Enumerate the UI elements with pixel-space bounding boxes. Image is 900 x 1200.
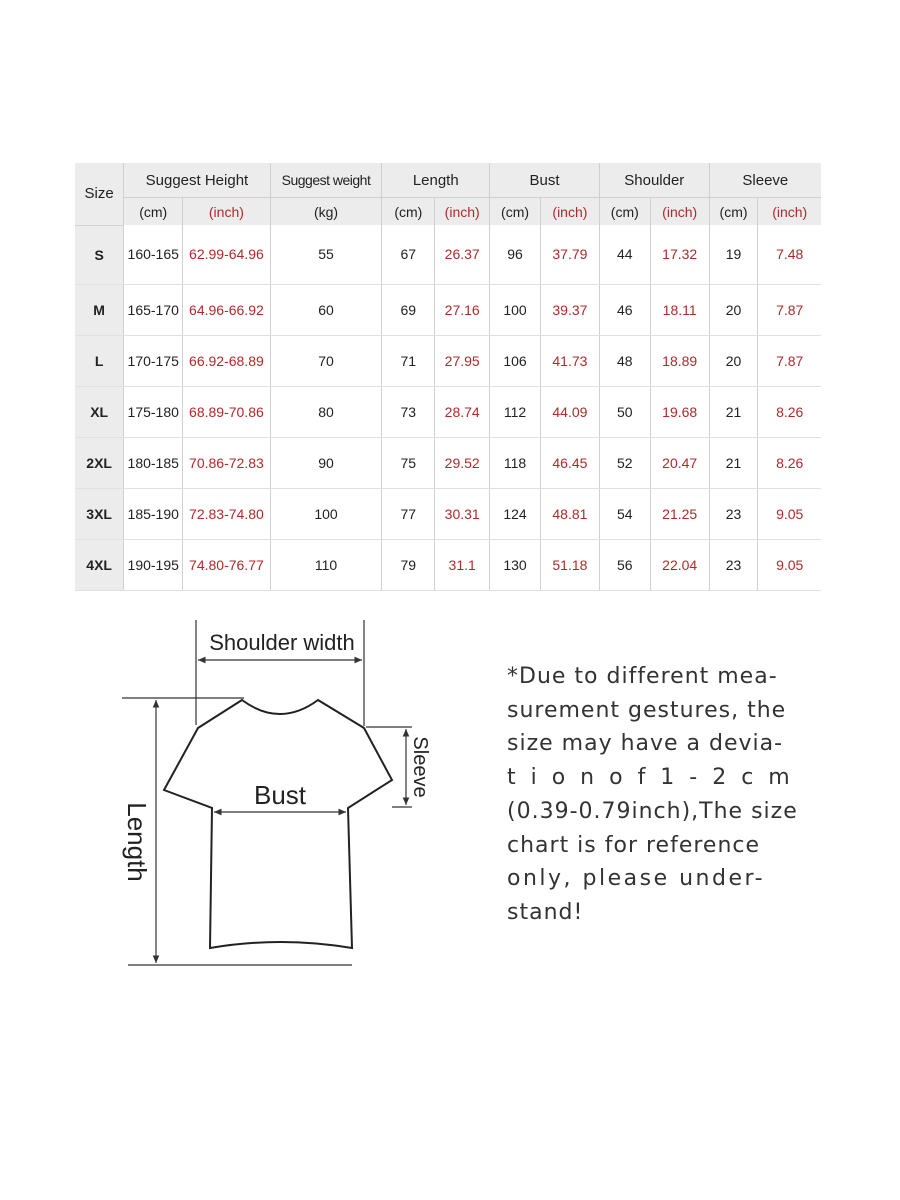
sleeve-inch-cell: 7.87 — [758, 284, 821, 335]
height-cm-unit: (cm) — [124, 198, 183, 226]
shoulder-inch-cell: 18.11 — [650, 284, 709, 335]
weight-header: Suggest weight — [270, 163, 382, 198]
sleeve-inch-cell: 7.87 — [758, 335, 821, 386]
bust-inch-cell: 46.45 — [540, 437, 599, 488]
note-line: stand! — [507, 899, 584, 925]
tshirt-outline — [164, 700, 392, 948]
bust-header: Bust — [490, 163, 600, 198]
sleeve-cm-cell: 20 — [709, 335, 758, 386]
length-label: Length — [122, 802, 152, 882]
sleeve-header: Sleeve — [709, 163, 821, 198]
length-inch-unit: (inch) — [435, 198, 490, 226]
length-cm-cell: 79 — [382, 539, 435, 590]
length-inch-cell: 27.95 — [435, 335, 490, 386]
table-row — [75, 386, 821, 437]
height-inch-cell: 74.80-76.77 — [183, 539, 270, 590]
size-cell: S — [75, 225, 124, 284]
sleeve-inch-cell: 7.48 — [758, 225, 821, 284]
sleeve-inch-cell: 9.05 — [758, 488, 821, 539]
sleeve-cm-cell: 21 — [709, 437, 758, 488]
height-inch-cell: 72.83-74.80 — [183, 488, 270, 539]
length-inch-cell: 28.74 — [435, 386, 490, 437]
table-row — [75, 225, 821, 284]
measurement-note — [507, 660, 798, 930]
sleeve-inch-cell: 8.26 — [758, 437, 821, 488]
bust-label: Bust — [253, 780, 307, 810]
shoulder-cm-cell: 54 — [599, 488, 650, 539]
height-inch-cell: 70.86-72.83 — [183, 437, 270, 488]
weight-kg-cell: 100 — [270, 488, 382, 539]
height-inch-cell: 68.89-70.86 — [183, 386, 270, 437]
shoulder-header: Shoulder — [599, 163, 709, 198]
height-cm-cell: 170-175 — [124, 335, 183, 386]
shoulder-cm-cell: 56 — [599, 539, 650, 590]
bust-cm-cell: 130 — [490, 539, 541, 590]
length-inch-cell: 29.52 — [435, 437, 490, 488]
table-row — [75, 437, 821, 488]
length-cm-cell: 67 — [382, 225, 435, 284]
shoulder-cm-cell: 48 — [599, 335, 650, 386]
shoulder-inch-cell: 19.68 — [650, 386, 709, 437]
bust-cm-cell: 106 — [490, 335, 541, 386]
note-line: (0.39-0.79inch),The size — [507, 798, 798, 824]
shoulder-inch-cell: 22.04 — [650, 539, 709, 590]
weight-kg-cell: 80 — [270, 386, 382, 437]
shoulder-cm-unit: (cm) — [599, 198, 650, 226]
weight-kg-cell: 110 — [270, 539, 382, 590]
shoulder-inch-cell: 20.47 — [650, 437, 709, 488]
sleeve-cm-cell: 19 — [709, 225, 758, 284]
size-cell: XL — [75, 386, 124, 437]
sleeve-label: Sleeve — [409, 736, 431, 798]
bust-cm-cell: 96 — [490, 225, 541, 284]
sleeve-cm-cell: 20 — [709, 284, 758, 335]
size-cell: 4XL — [75, 539, 124, 590]
bust-cm-cell: 118 — [490, 437, 541, 488]
shoulder-width-label: Shoulder width — [209, 630, 355, 655]
note-line: *Due to different mea- — [507, 664, 778, 689]
bust-inch-cell: 39.37 — [540, 284, 599, 335]
length-inch-cell: 27.16 — [435, 284, 490, 335]
note-line: only, please under- — [507, 866, 766, 892]
bust-cm-cell: 124 — [490, 488, 541, 539]
shoulder-inch-cell: 18.89 — [650, 335, 709, 386]
size-cell: M — [75, 284, 124, 335]
unit-row — [75, 198, 821, 226]
height-inch-cell: 64.96-66.92 — [183, 284, 270, 335]
size-header: Size — [75, 163, 124, 225]
sleeve-cm-unit: (cm) — [709, 198, 758, 226]
shoulder-cm-cell: 52 — [599, 437, 650, 488]
height-cm-cell: 175-180 — [124, 386, 183, 437]
weight-kg-cell: 90 — [270, 437, 382, 488]
sleeve-cm-cell: 23 — [709, 488, 758, 539]
bust-inch-cell: 51.18 — [540, 539, 599, 590]
length-cm-cell: 71 — [382, 335, 435, 386]
length-cm-cell: 75 — [382, 437, 435, 488]
tshirt-measurement-diagram — [115, 610, 455, 980]
bust-inch-cell: 44.09 — [540, 386, 599, 437]
length-cm-cell: 73 — [382, 386, 435, 437]
sleeve-cm-cell: 23 — [709, 539, 758, 590]
shoulder-cm-cell: 46 — [599, 284, 650, 335]
size-cell: 3XL — [75, 488, 124, 539]
sleeve-inch-cell: 9.05 — [758, 539, 821, 590]
table-row — [75, 539, 821, 590]
note-line: chart is for reference — [507, 832, 761, 858]
length-inch-cell: 30.31 — [435, 488, 490, 539]
bust-cm-unit: (cm) — [490, 198, 541, 226]
bust-inch-cell: 41.73 — [540, 335, 599, 386]
table-row — [75, 335, 821, 386]
shoulder-inch-cell: 21.25 — [650, 488, 709, 539]
sleeve-inch-cell: 8.26 — [758, 386, 821, 437]
bust-inch-cell: 48.81 — [540, 488, 599, 539]
table-row — [75, 488, 821, 539]
height-inch-unit: (inch) — [183, 198, 270, 226]
note-line: size may have a devia- — [507, 731, 784, 757]
height-cm-cell: 190-195 — [124, 539, 183, 590]
shoulder-cm-cell: 44 — [599, 225, 650, 284]
shoulder-inch-cell: 17.32 — [650, 225, 709, 284]
bust-inch-cell: 37.79 — [540, 225, 599, 284]
length-cm-cell: 77 — [382, 488, 435, 539]
note-line: t i o n o f 1 - 2 c m — [507, 765, 794, 791]
weight-kg-cell: 60 — [270, 284, 382, 335]
height-header: Suggest Height — [124, 163, 270, 198]
sleeve-inch-unit: (inch) — [758, 198, 821, 226]
bust-cm-cell: 100 — [490, 284, 541, 335]
table-row — [75, 284, 821, 335]
weight-kg-cell: 70 — [270, 335, 382, 386]
height-inch-cell: 62.99-64.96 — [183, 225, 270, 284]
height-cm-cell: 185-190 — [124, 488, 183, 539]
shoulder-inch-unit: (inch) — [650, 198, 709, 226]
length-inch-cell: 26.37 — [435, 225, 490, 284]
bust-inch-unit: (inch) — [540, 198, 599, 226]
length-cm-cell: 69 — [382, 284, 435, 335]
sleeve-cm-cell: 21 — [709, 386, 758, 437]
shoulder-cm-cell: 50 — [599, 386, 650, 437]
weight-kg-unit: (kg) — [270, 198, 382, 226]
height-cm-cell: 165-170 — [124, 284, 183, 335]
length-inch-cell: 31.1 — [435, 539, 490, 590]
weight-kg-cell: 55 — [270, 225, 382, 284]
size-cell: L — [75, 335, 124, 386]
header-row — [75, 163, 821, 198]
height-cm-cell: 160-165 — [124, 225, 183, 284]
size-chart-table — [75, 163, 821, 591]
length-cm-unit: (cm) — [382, 198, 435, 226]
size-cell: 2XL — [75, 437, 124, 488]
length-header: Length — [382, 163, 490, 198]
height-cm-cell: 180-185 — [124, 437, 183, 488]
note-line: surement gestures, the — [507, 697, 787, 723]
height-inch-cell: 66.92-68.89 — [183, 335, 270, 386]
bust-cm-cell: 112 — [490, 386, 541, 437]
